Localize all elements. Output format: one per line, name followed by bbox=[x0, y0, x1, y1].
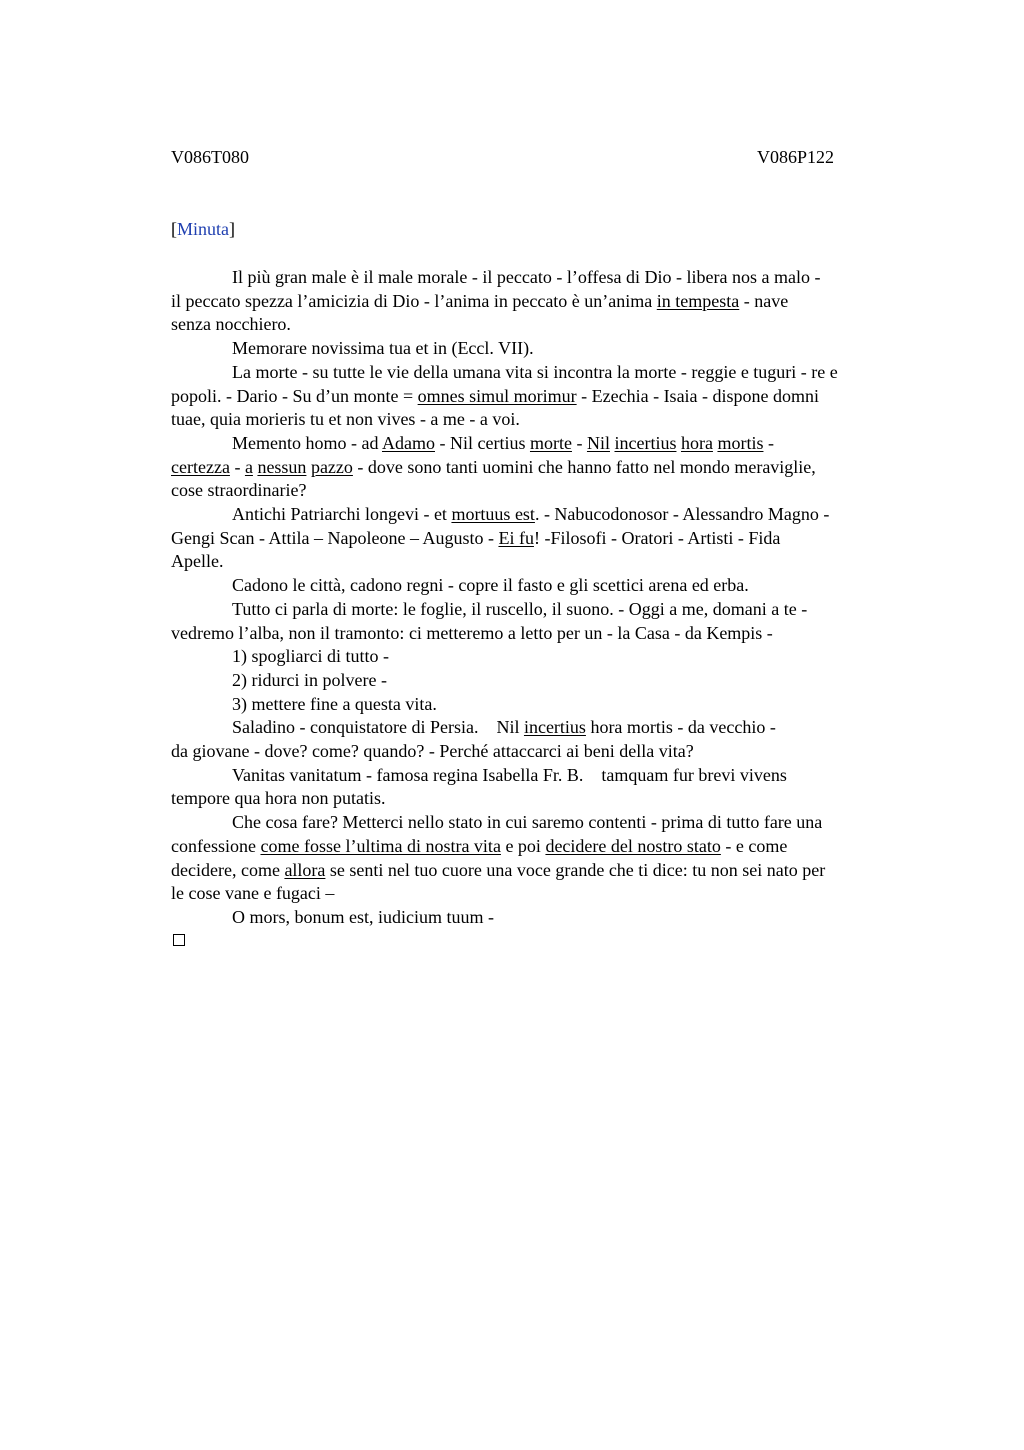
paragraph-line: le cose vane e fugaci – bbox=[171, 883, 335, 904]
paragraph-line: Vanitas vanitatum - famosa regina Isabella Fr. B. tamquam fur brevi vivens bbox=[232, 764, 787, 785]
underlined-phrase: Adamo bbox=[381, 432, 435, 453]
document-body bbox=[171, 266, 931, 930]
minuta-label bbox=[171, 219, 235, 240]
underlined-phrase: nessun bbox=[257, 456, 307, 477]
underlined-phrase: morte bbox=[529, 432, 572, 453]
paragraph-line: da giovane - dove? come? quando? - Perché attaccarci ai beni della vita? bbox=[171, 741, 694, 762]
paragraph-line: decidere, come allora se senti nel tuo cuore una voce grande che ti dice: tu non sei nato per bbox=[171, 859, 826, 880]
paragraph-line: senza nocchiero. bbox=[171, 314, 291, 335]
paragraph-line: Apelle. bbox=[171, 551, 224, 572]
paragraph-line: Memento homo - ad Adamo - Nil certius morte - Nil incertius hora mortis - bbox=[232, 432, 774, 453]
underlined-phrase: mortuus est bbox=[451, 504, 535, 525]
underlined-phrase: Nil bbox=[586, 432, 610, 453]
underlined-phrase: hora bbox=[680, 432, 713, 453]
paragraph-line: il peccato spezza l’amicizia di Dio - l’anima in peccato è un’anima in tempesta - nave bbox=[171, 290, 789, 311]
underlined-phrase: pazzo bbox=[310, 456, 353, 477]
paragraph-line: Gengi Scan - Attila – Napoleone – Augusto - Ei fu! -Filosofi - Oratori - Artisti - Fida bbox=[171, 527, 781, 548]
paragraph-line: cose straordinarie? bbox=[171, 480, 307, 501]
minuta-link[interactable]: Minuta bbox=[177, 219, 229, 239]
underlined-phrase: come fosse l’ultima di nostra vita bbox=[260, 835, 501, 856]
paragraph-line: Saladino - conquistatore di Persia. Nil incertius hora mortis - da vecchio - bbox=[232, 717, 776, 738]
list-item: 3) mettere fine a questa vita. bbox=[232, 693, 437, 714]
bracket-close: ] bbox=[229, 219, 235, 239]
list-item: 2) ridurci in polvere - bbox=[232, 669, 387, 690]
paragraph-line: O mors, bonum est, iudicium tuum - bbox=[232, 906, 494, 927]
paragraph-line: confessione come fosse l’ultima di nostra vita e poi decidere del nostro stato - e come bbox=[171, 835, 788, 856]
paragraph-line: Il più gran male è il male morale - il peccato - l’offesa di Dio - libera nos a malo - bbox=[232, 267, 821, 287]
underlined-phrase: omnes simul morimur bbox=[417, 385, 577, 406]
paragraph-line: tuae, quia morieris tu et non vives - a me - a voi. bbox=[171, 409, 520, 430]
paragraph-line: vedremo l’alba, non il tramonto: ci metteremo a letto per un - la Casa - da Kempis - bbox=[171, 622, 773, 643]
end-square-icon bbox=[173, 934, 185, 946]
underlined-phrase: certezza bbox=[171, 456, 230, 477]
paragraph-line: Memorare novissima tua et in (Eccl. VII). bbox=[232, 338, 534, 359]
paragraph-line: Tutto ci parla di morte: le foglie, il ruscello, il suono. - Oggi a me, domani a te - bbox=[232, 598, 808, 619]
document-code-right: V086P122 bbox=[757, 147, 835, 167]
paragraph-line: La morte - su tutte le vie della umana vita si incontra la morte - reggie e tuguri - re e bbox=[232, 361, 838, 382]
paragraph-line: Che cosa fare? Metterci nello stato in cui saremo contenti - prima di tutto fare una bbox=[232, 812, 823, 833]
paragraph-line: Cadono le città, cadono regni - copre il fasto e gli scettici arena ed erba. bbox=[232, 575, 749, 596]
document-code-left: V086T080 bbox=[171, 147, 249, 167]
underlined-phrase: allora bbox=[284, 859, 326, 880]
underlined-phrase: incertius bbox=[523, 717, 586, 738]
bracket-open: [ bbox=[171, 219, 177, 239]
paragraph-line: tempore qua hora non putatis. bbox=[171, 788, 386, 809]
list-item: 1) spogliarci di tutto - bbox=[232, 646, 389, 667]
paragraph-line: certezza - a nessun pazzo - dove sono tanti uomini che hanno fatto nel mondo meraviglie, bbox=[171, 456, 816, 477]
underlined-phrase: incertius bbox=[614, 432, 677, 453]
underlined-phrase: in tempesta bbox=[656, 290, 740, 311]
underlined-phrase: a bbox=[244, 456, 253, 477]
underlined-phrase: decidere del nostro stato bbox=[545, 835, 721, 856]
underlined-phrase: Ei fu bbox=[498, 527, 534, 548]
paragraph-line: Antichi Patriarchi longevi - et mortuus est. - Nabucodonosor - Alessandro Magno - bbox=[232, 504, 830, 525]
paragraph-line: popoli. - Dario - Su d’un monte = omnes simul morimur - Ezechia - Isaia - dispone domni bbox=[171, 385, 820, 406]
underlined-phrase: mortis bbox=[717, 432, 764, 453]
